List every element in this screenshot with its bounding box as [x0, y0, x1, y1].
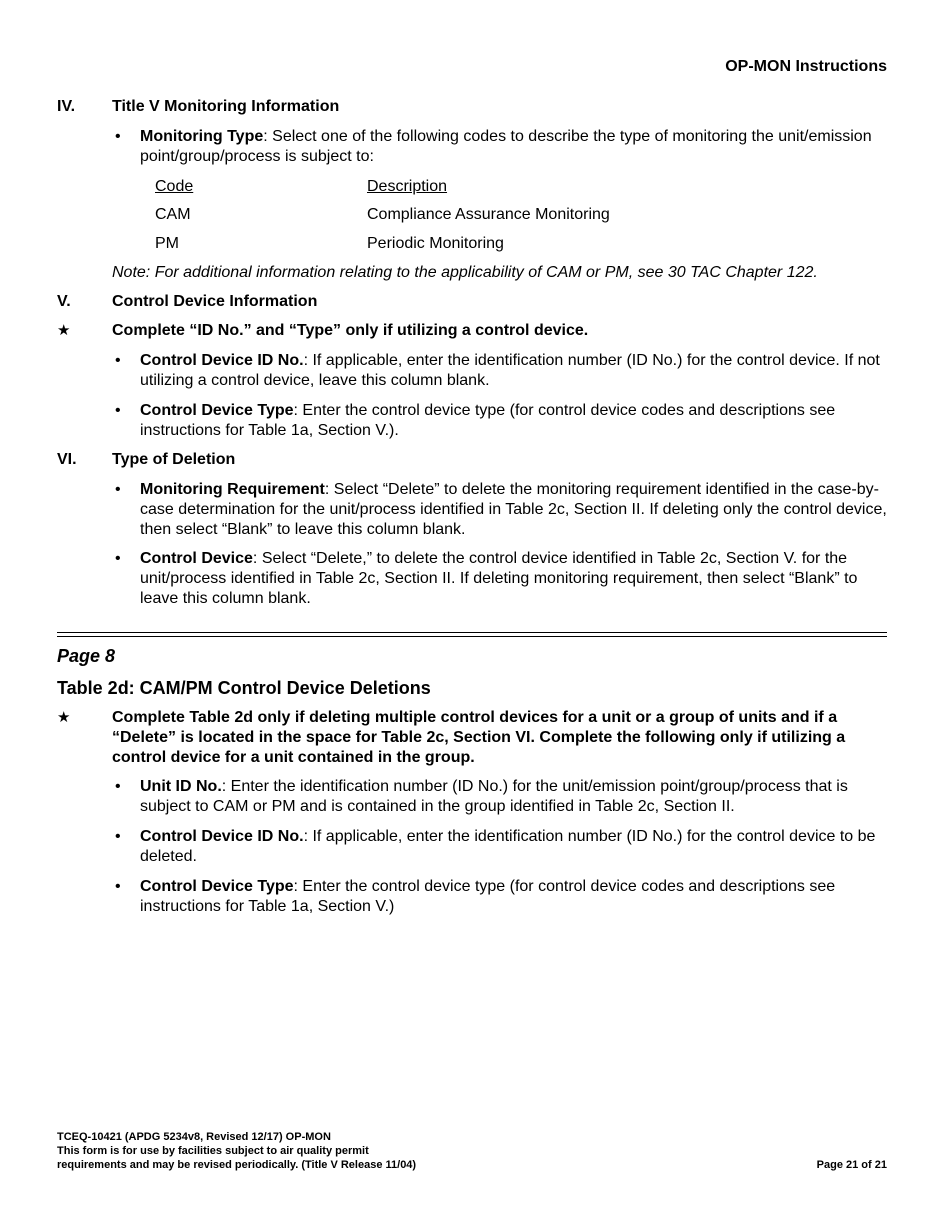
page-header-title: OP-MON Instructions [725, 58, 887, 75]
bullet-icon: • [115, 828, 121, 845]
star-icon: ★ [57, 322, 71, 339]
footer-line: requirements and may be revised periodically. (Title V Release 11/04) [57, 1159, 417, 1171]
section-title: Control Device Information [112, 293, 318, 310]
bullet-text: : Select “Delete” to delete the monitoring requirement identified in the case-by-case determination for the unit/process identified in Table 2c, Section II. If deleting only the control device, then select “Blank” to leave this column blank. [140, 481, 887, 538]
footer-line: TCEQ-10421 (APDG 5234v8, Revised 12/17) OP-MON [57, 1131, 331, 1143]
bullet-text: : Enter the control device type (for control device codes and descriptions see instructions for Table 1a, Section V.). [140, 402, 836, 439]
bullet-label: Control Device ID No. [140, 828, 304, 845]
divider-line [57, 636, 887, 637]
bullet-text: : Enter the identification number (ID No.) for the unit/emission point/group/process that is subject to CAM or PM and is contained in the group identified in Table 2c, Section II. [140, 778, 848, 815]
footer-form-info [57, 1130, 416, 1172]
description-cell: Compliance Assurance Monitoring [367, 206, 610, 223]
bullet-unit-id [140, 777, 890, 817]
bullet-text: : Enter the control device type (for control device codes and descriptions see instructions for Table 1a, Section V.) [140, 878, 836, 915]
bullet-text: : If applicable, enter the identification number (ID No.) for the control device. If not utilizing a control device, leave this column blank. [140, 352, 880, 389]
bullet-icon: • [115, 402, 121, 419]
code-cell: CAM [155, 206, 191, 223]
bullet-text: : Select “Delete,” to delete the control device identified in Table 2c, Section V. for the unit/process identified in Table 2c, Section II. If deleting monitoring requirement, then select “Blank” to leave this column blank. [140, 550, 858, 607]
note-text: Note: For additional information relating to the applicability of CAM or PM, see 30 TAC Chapter 122. [112, 264, 818, 281]
footer-page-number: Page 21 of 21 [816, 1159, 887, 1171]
divider-line [57, 632, 887, 633]
section-number: V. [57, 293, 71, 310]
bullet-label: Control Device ID No. [140, 352, 304, 369]
description-column-header: Description [367, 178, 448, 195]
bullet-icon: • [115, 778, 121, 795]
section-title: Title V Monitoring Information [112, 98, 340, 115]
star-instruction: Complete “ID No.” and “Type” only if utilizing a control device. [112, 322, 589, 339]
star-icon: ★ [57, 709, 71, 726]
bullet-control-device-id [140, 351, 890, 391]
description-cell: Periodic Monitoring [367, 235, 504, 252]
bullet-monitoring-requirement [140, 480, 890, 540]
section-title: Type of Deletion [112, 451, 236, 468]
bullet-icon: • [115, 878, 121, 895]
bullet-icon: • [115, 352, 121, 369]
bullet-icon: • [115, 128, 121, 145]
bullet-icon: • [115, 550, 121, 567]
bullet-label: Control Device Type [140, 402, 294, 419]
bullet-control-device-id [140, 827, 890, 867]
bullet-label: Monitoring Requirement [140, 481, 325, 498]
bullet-text: : Select one of the following codes to describe the type of monitoring the unit/emission point/group/process is subject to: [140, 128, 872, 165]
table-title: Table 2d: CAM/PM Control Device Deletions [57, 678, 431, 698]
code-column-header: Code [155, 178, 194, 195]
bullet-icon: • [115, 481, 121, 498]
bullet-text: : If applicable, enter the identification number (ID No.) for the control device to be deleted. [140, 828, 876, 865]
section-number: IV. [57, 98, 76, 115]
page-label: Page 8 [57, 646, 116, 666]
bullet-control-device-type [140, 401, 890, 441]
code-cell: PM [155, 235, 179, 252]
bullet-control-device [140, 549, 890, 609]
section-number: VI. [57, 451, 77, 468]
bullet-monitoring-type [140, 127, 890, 167]
bullet-label: Control Device Type [140, 878, 294, 895]
bullet-label: Unit ID No. [140, 778, 222, 795]
bullet-label: Control Device [140, 550, 253, 567]
bullet-control-device-type [140, 877, 890, 917]
bullet-label: Monitoring Type [140, 128, 264, 145]
star-instruction: Complete Table 2d only if deleting multiple control devices for a unit or a group of units and if a “Delete” is located in the space for Table 2c, Section VI. Complete the following only if utilizing a control device for a unit contained in the group. [112, 709, 846, 766]
footer-line: This form is for use by facilities subject to air quality permit [57, 1145, 369, 1157]
